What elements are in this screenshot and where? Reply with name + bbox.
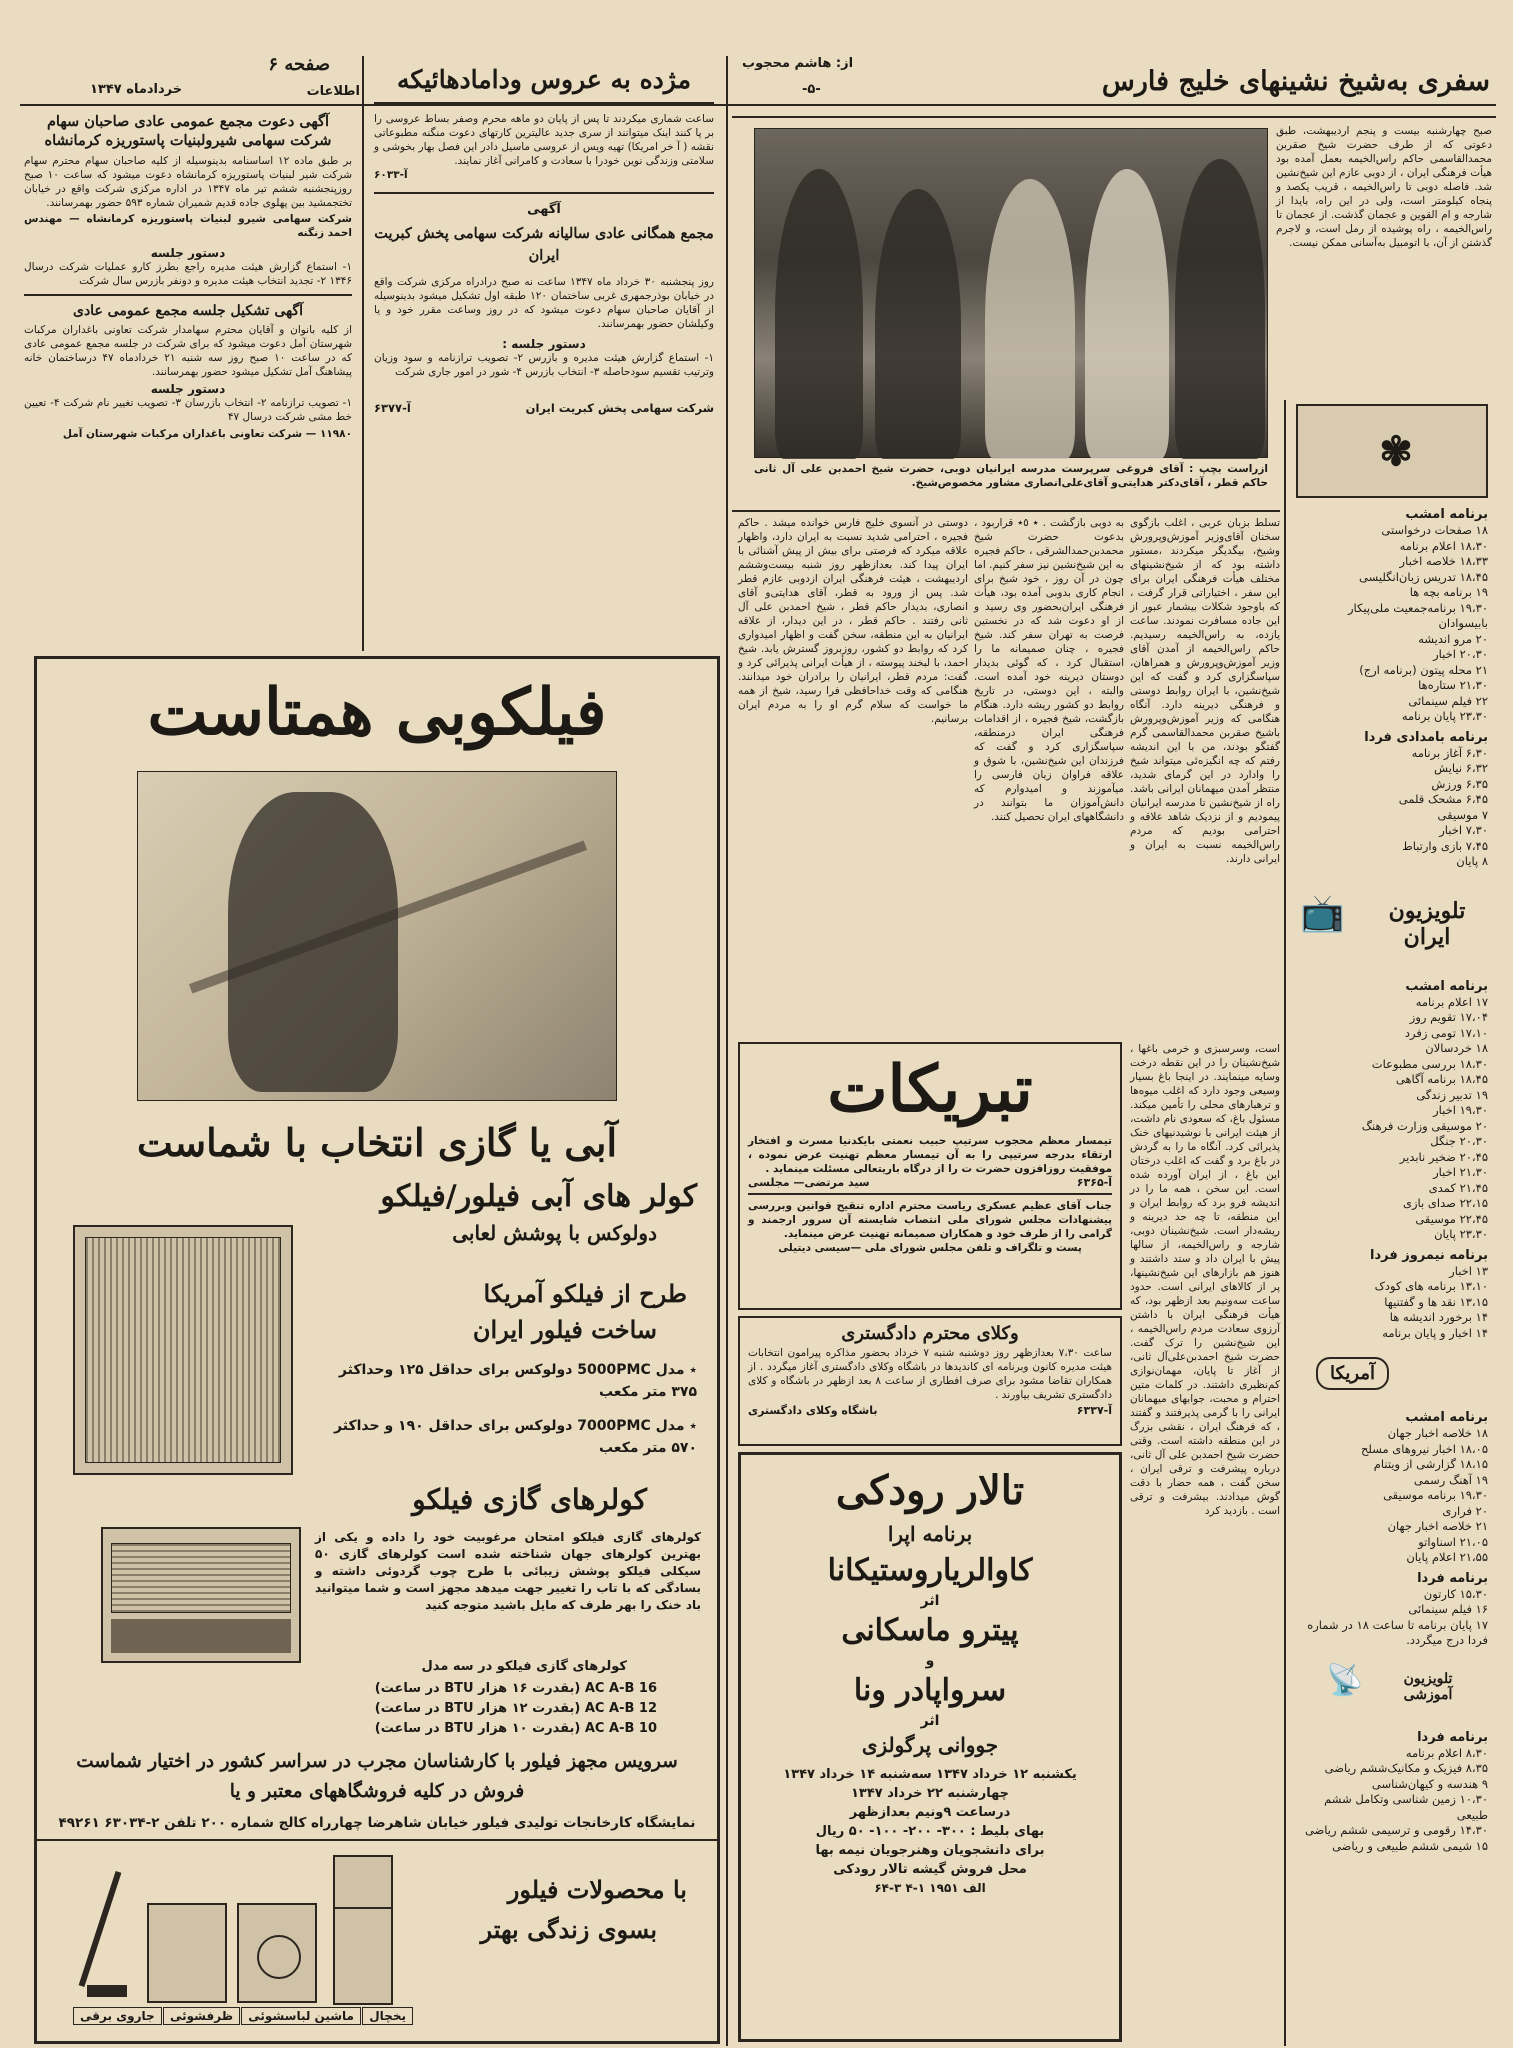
filco-body2: کولرهای گازی فیلکو امتحان مرغوبیت خود را داده و یکی از بهترین کولرهای جهان شناخته شده است کولرهای گازی ۵۰ سیکلی فیلکو پوشش زیبائی با طرح چوب گردوئی داشته و بسادگی که با تاب را تغییر جهت میدهد مجهز است و شما میتوانید باد خنک را بهر طرف که مایل باشید متوجه کنید: [315, 1530, 701, 1612]
feature-col-b: به دوبی بازگشت . ٭ ٥٭ قراربود ، بدعوت حضرت شیخ محمدبن‌حمدالشرقی ، حاکم فجیره به این شیخ‌نشین نیز سفر کنیم. اما چون در آن روز ، خود شیخ برای انجام کاری بدوبی آمده بود، هیأت فرهنگی ایران‌بحضور وی رسید و از او دعوت شد که در نخستین فرصت به تهران سفر کند. شیخ فجیره ، چنان صمیمانه ما را استقبال کرد ، که گوئی بدیدار دوستان دیرینه خود آمده است. والبته ، این دوستی، در تاریخ روابط دو کشور ریشه دارد. هنگام بازگشت، شیخ فجیره ، از اقدامات فرهنگی ایران درمنطقه، سپاسگزاری کرد و گفت که فرزندان این شیخ‌نشین، با شوق و علاقه فراوان زبان فارسی را میآموزند و امیدوارم که دانش‌آموزان ما بتوانند در دانشگاههای ایران تحصیل کنند.: [974, 517, 1125, 823]
lawyers-title: وکلای محترم دادگستری: [841, 1323, 1019, 1344]
tv-logo: 📺 تلویزیون ایران: [1300, 892, 1466, 950]
filco-model-photo: [137, 771, 617, 1101]
filco-product-label: یخچال: [362, 2007, 413, 2025]
page-date: خردادماه ۱۳۴۷: [90, 82, 183, 97]
match-agenda-body: ۱- استماع گزارش هیئت مدیره و بازرس ۲- تصویب ترازنامه و سود وزیان وترتیب تقسیم سودحاصله ۳- انتخاب بازرس ۴- شور در امور جاری شرکت: [374, 352, 714, 378]
program-item: ۱۸ خلاصه اخبار جهان: [1387, 1426, 1488, 1440]
program-item: ۱۹ برنامه بچه ها: [1409, 585, 1488, 599]
program-item: ۱۸،۴۵ تدریس زبان‌انگلیسی: [1359, 569, 1488, 584]
us-tonight-head: برنامه امشب: [1405, 1410, 1488, 1425]
feature-header: [732, 52, 1492, 116]
notice2-body: از کلیه بانوان و آقایان محترم سهامدار شرکت تعاونی باغداران مرکبات شهرستان آمل دعوت میشود که برای شرکت در جلسه مجمع عمومی عادی که در ساعت ۱۰ صبح روز سه شنبه ۲۱ خردادماه ۴۷ درساختمان خانه پیشاهنگ آمل تشکیل میشود حضور بهمرسانند.: [24, 324, 352, 378]
program-item: ۷ موسیقی: [1437, 807, 1488, 822]
ac-grille: [111, 1543, 291, 1613]
program-item: ۲۲،۴۵ موسیقی: [1415, 1211, 1488, 1226]
filco-product-labels: [73, 2007, 413, 2025]
program-item: ۱۵ شیمی ششم طبیعی و ریاضی: [1332, 1838, 1488, 1853]
program-item: ۲۲ فیلم سینمائی: [1408, 693, 1488, 708]
opera-dates: یکشنبه ۱۲ خرداد ۱۳۴۷ سه‌شنبه ۱۴ خرداد ۱۳۴۷ چهارشنبه ۲۲ خرداد ۱۳۴۷: [783, 1767, 1077, 1801]
ac-front: [111, 1619, 291, 1653]
congrats-ad: [738, 1042, 1122, 1310]
filco-tagline: آبی یا گازی انتخاب با شماست: [136, 1120, 618, 1165]
opera-ad: [738, 1452, 1122, 2042]
program-item: ۹ هندسه و کیهان‌شناسی: [1371, 1776, 1488, 1791]
program-item: ۱۹ تدبیر زندگی: [1416, 1087, 1488, 1102]
program-item: ۲۳،۳۰ پایان: [1434, 1227, 1488, 1241]
feature-photo: [754, 128, 1268, 458]
program-item: ۲۰،۳۰ جنگل: [1430, 1134, 1488, 1148]
congrats-sign: سید مرتضی— مجلسی: [748, 1176, 870, 1189]
fridge-door-line: [335, 1907, 391, 1909]
opera1-name: کاوالریاروستیکانا: [827, 1553, 1033, 1588]
filco-agency: نمایشگاه کارخانجات تولیدی فیلور خیابان شاهرضا چهارراه کالج شماره ۲۰۰ تلفن ۲-۶۳۰۳۴ ۴۹۲۶۱: [58, 1815, 696, 1831]
photo-person: [875, 189, 961, 459]
congrats-title: تبریکات: [827, 1052, 1033, 1127]
tv-tonight-list: [1296, 995, 1488, 1243]
feature-col-c: دوستی در آنسوی خلیج فارس خوانده میشد . حاکم فجیره ، احترامی شدید نسبت به ایران دارد، واظهار علاقه میکرد که فرصتی برای بیش از پیش آشنائی با ایران پیدا کند. بعدازظهر روز شنبه بیست‌وششم اردیبهشت ، هیئت فرهنگی ایران ازدوبی عازم قطر شد. پس از ورود به قطر، آقای هدایتی‌و آقای انصاری، بدیدار حاکم قطر ، شیخ احمدبن علی آل ثانی رفتند . حاکم قطر ، در این دیدار، از علاقه ایرانیان به این منطقه، سخن گفت و اظهار امیدواری کرد که روابط دو کشور، روزبروز گسترش یابد. شیخ احمد، با لبخند پیوسته ، از هیأت ایرانی پذیرائی کرد و گفت: مردم قطر، ایرانیان را برادران خود میدانند. هنگامی که وقت خداحافظی فرا رسید، شیخ از همه ما خواست که سلام گرم او را به مردم ایران برسانیم.: [738, 517, 968, 725]
opera-hall: تالار رودکی: [835, 1467, 1025, 1514]
program-item: ۱۴،۳۰ رقومی و ترسیمی ششم ریاضی: [1304, 1823, 1488, 1837]
program-item: ۲۳،۳۰ پایان برنامه: [1401, 709, 1488, 723]
program-item: ۲۱،۵۵ اعلام پایان: [1406, 1550, 1488, 1564]
program-item: ۸،۳۵ فیزیک و مکانیک‌ششم ریاضی: [1324, 1761, 1488, 1775]
opera-code: الف ۱۹۵۱ ۱-۴ ۳-۶۴: [874, 1881, 986, 1895]
filco-sales: فروش در کلیه فروشگاههای معتبر و یا: [229, 1781, 525, 1802]
program-item: ۲۱،۳۰ ستاره‌ها: [1418, 678, 1488, 692]
agenda1-title: دستور جلسه: [150, 246, 226, 260]
filco-product-label: ماشین لباسشوئی: [241, 2007, 361, 2025]
agenda2-title: دستور جلسه: [150, 382, 226, 396]
program-item: ۲۰ موسیقی وزارت فرهنگ: [1361, 1118, 1488, 1133]
program-item: ۲۱،۰۵ اسناواتو: [1418, 1534, 1488, 1549]
column-rule: [1284, 400, 1286, 2046]
program-item: ۲۱ محله پیتون (برنامه ارج): [1359, 662, 1488, 677]
masthead: [30, 52, 330, 97]
program-item: ۲۰،۳۰ اخبار: [1433, 647, 1488, 661]
program-item: ۶،۳۰ آغاز برنامه: [1411, 745, 1488, 760]
filco-service: سرویس مجهز فیلور با کارشناسان مجرب در سراسر کشور در اختیار شماست: [76, 1751, 678, 1772]
lawyers-ad: [738, 1316, 1122, 1446]
radio-logo: [1296, 404, 1488, 498]
feature-part: -۵-: [802, 82, 821, 97]
program-item: ۶،۳۵ ورزش: [1431, 776, 1488, 791]
us-tv-logo: آمریکا: [1296, 1347, 1488, 1405]
program-item: ۲۱،۳۰ اخبار: [1433, 1165, 1488, 1179]
page-number: صفحه ۶: [268, 54, 330, 75]
match-sign: شرکت سهامی پخش کبریت ایران: [525, 401, 714, 415]
program-item: ۲۰،۴۵ ضخیر نابدیر: [1399, 1149, 1488, 1164]
program-item: ۲۱،۴۵ کمدی: [1428, 1180, 1488, 1195]
antenna-icon: 📡: [1326, 1662, 1364, 1698]
notice1-title: آگهی دعوت مجمع عمومی عادی صاحبان سهام شرکت سهامی شیرولبنیات پاستوریزه کرمانشاه: [44, 113, 332, 149]
program-item: ۱۸،۴۵ برنامه آگاهی: [1395, 1072, 1488, 1086]
program-item: ۱۸ صفحات درخواستی: [1381, 523, 1488, 537]
evaporative-cooler-image: [73, 1225, 293, 1475]
program-item: ۱۷،۰۴ تقویم روز: [1409, 1010, 1488, 1024]
photo-person: [985, 179, 1075, 459]
filco-head1: کولر های آبی فیلور/فیلکو: [380, 1179, 697, 1214]
feature-headline: سفری به‌شیخ نشینهای خلیج فارس: [1101, 66, 1490, 97]
us-tomorrow-head: برنامه فردا: [1417, 1570, 1488, 1586]
fridge-image: [333, 1855, 393, 2005]
program-item: ۱۹،۳۰ اخبار: [1433, 1103, 1488, 1117]
opera1-by: اثر: [920, 1593, 940, 1609]
opera-time: درساعت ۹ونیم بعدازظهر: [849, 1805, 1011, 1820]
radio-tonight-head: برنامه امشب: [1405, 507, 1488, 522]
filco-model-list: [327, 1679, 657, 1739]
program-item: ۲۲،۱۵ صدای بازی: [1403, 1196, 1488, 1210]
dishwasher-image: [147, 1903, 227, 2003]
wedding-column: [368, 60, 720, 650]
tv-tonight-head: برنامه امشب: [1405, 978, 1488, 994]
program-item: ۲۰ فراری: [1442, 1503, 1488, 1518]
filco-product-label: جاروی برقی: [73, 2007, 162, 2025]
opera-and: و: [925, 1653, 935, 1669]
program-item: ۱۸ خردسالان: [1425, 1041, 1488, 1055]
radio-tonight-list: [1296, 523, 1488, 725]
filco-head2: کولرهای گازی فیلکو: [412, 1483, 647, 1516]
vacuum-image: [79, 1871, 122, 1987]
match-notice-body: روز پنجشنبه ۳۰ خرداد ماه ۱۳۴۷ ساعت نه صبح درادراه مرکزی شرکت واقع در خیابان بوذرجمهری غربی ساختمان ۱۲۰ طبقه اول تشکیل میشود بدینوسیله از آقایان صاحبان سهام دعوت میشود که در روز وساعت مقرر خود و یا وکیلشان حضور بهمرسانند.: [374, 276, 714, 330]
filco-spec1: ٭ مدل 5000PMC دولوکس برای حداقل ۱۲۵ وحداکثر ۳۷۵ متر مکعب: [338, 1362, 697, 1400]
caption-rule: [732, 510, 1280, 512]
radio-tomorrow-list: [1296, 746, 1488, 870]
congrats-body: تیمسار معظم محجوب سرتیپ حبیب نعمتی بایکدنیا مسرت و افتخار ارتقاء بدرجه سرتیپی را به آن تیمسار معظم تهنیت عرض نموده ، موفقیت روزافزون حضرت ت را از درگاه باریتعالی مسئلت مینماید .: [748, 1135, 1112, 1175]
feature-byline: از: هاشم محجوب: [742, 56, 854, 71]
photo-person: [1175, 159, 1265, 459]
washer-door: [257, 1935, 301, 1979]
opera-sub: برنامه اپرا: [887, 1522, 973, 1546]
filco-brand: فیلکوبی همتاست: [147, 675, 607, 750]
program-item: ۱۸،۱۵ گزارشی از ویتنام: [1373, 1457, 1488, 1471]
program-item: ۱۴ اخبار و پایان برنامه: [1382, 1325, 1488, 1340]
feature-lead-col: [1276, 124, 1492, 396]
filco-slogan1: با محصولات فیلور: [507, 1875, 687, 1904]
tv-column: [1292, 502, 1492, 2042]
opera-price: بهای بلیط : ۳۰۰- ۲۰۰- ۱۰۰- ۵۰ ریال: [815, 1824, 1045, 1839]
nowruz-head: برنامه نیمروز فردا: [1370, 1247, 1488, 1263]
opera1-composer: پیترو ماسکانی: [841, 1613, 1019, 1648]
feature-col-a: تسلط بزبان عربی ، اغلب بازگوی سخنان آقای‌وزیر آموزش‌وپرورش وشیخ، بیگدیگر میکردند ،مستور داشته بود که از شیخ‌نشینهای مختلف هیأت فرهنگی ایران برای این سفر ، اختیاراتی قرار گرفت ، که باوجود شکلات بیشمار عبور از این جاده مسافرت نمودند. ساعت یازده، به راس‌الخیمه رسیدیم. حاکم راس‌الخیمه از آمدن آقای وزیر آموزش‌وپرورش و همراهان، سپاسگزاری کرد و گفت که این شیخ‌نشین، با ایران روابط دوستی و فرهنگی دیرینه دارد. آنگاه هنگامی که وزیر آموزش‌وپرورش باشیخ صقربن محمدالقاسمی گرم گفتگو بودند، من با این اندیشه رفتم که چه انگیزه‌ئی میتواند شیخ را وادارد در این گرمای شدید، منتظر آمدن میهمانان ایرانی باشد. راه از شیخ‌نشین تا مدرسه ایرانیان پیمودیم و از نزدیک شاهد علاقه و احترامی بودیم که مردم راس‌الخیمه نسبت به ایران و ایرانی دارند.: [1130, 517, 1280, 865]
filco-spec2: ٭ مدل 7000PMC دولوکس برای حداقل ۱۹۰ و حداکثر ۵۷۰ متر مکعب: [334, 1418, 697, 1456]
us-tonight-list: [1296, 1426, 1488, 1566]
program-item: ۱۸،۰۵ اخبار نیروهای مسلح: [1360, 1441, 1488, 1456]
program-item: ۱۹ آهنگ رسمی: [1413, 1472, 1488, 1487]
program-item: ۸ پایان: [1456, 854, 1488, 868]
program-item: ۶،۳۲ نیایش: [1434, 761, 1488, 775]
program-item: ۱۹،۳۰ برنامه‌جمعیت ملی‌پیکار با‌بیسوادان: [1347, 600, 1488, 630]
filco-body3: کولرهای گازی فیلکو در سه مدل: [421, 1659, 627, 1674]
filco-sub1: دولوکس با پوشش لعابی: [452, 1221, 657, 1245]
vacuum-base: [87, 1985, 127, 1997]
photo-person: [775, 169, 863, 459]
agenda2-body: ۱- تصویب ترازنامه ۲- انتخاب بازرسان ۳- تصویب تغییر نام شرکت ۴- تعیین خط مشی شرکت درسال ۴۷: [24, 397, 352, 423]
match-notice-label: آگهی: [527, 202, 561, 217]
notice2-title: آگهی تشکیل جلسه مجمع عمومی عادی: [72, 303, 303, 319]
window-ac-image: [101, 1527, 301, 1663]
program-item: ۱۷ پایان برنامه تا ساعت ۱۸ در شماره فردا درج میگردد.: [1307, 1617, 1488, 1647]
agenda1-body: ۱- استماع گزارش هیئت مدیره راجع بطرز کارو عملیات شرکت درسال ۱۳۴۶ ۲- تجدید انتخاب هیئت مدیره و دونفر بازرس سال شرکت: [24, 261, 352, 287]
radio-tomorrow-head: برنامه بامدادی فردا: [1364, 729, 1488, 745]
nowruz-list: [1296, 1264, 1488, 1342]
program-item: ۱۸،۳۳ خلاصه اخبار: [1399, 554, 1488, 568]
filco-model-item: 10 AC A-B (بقدرت ۱۰ هزار BTU در ساعت): [374, 1721, 657, 1736]
cooler-grille: [85, 1237, 281, 1463]
photo-person: [1085, 169, 1169, 459]
program-item: ۷،۴۵ بازی وارتباط: [1402, 838, 1488, 853]
filco-made: ساخت فیلور ایران: [472, 1315, 657, 1344]
match-notice-title: مجمع همگانی عادی سالیانه شرکت سهامی پخش کبریت ایران: [374, 225, 714, 264]
filco-model-item: 16 AC A-B (بقدرت ۱۶ هزار BTU در ساعت): [374, 1681, 657, 1696]
edu-tomorrow-head: برنامه فردا: [1417, 1729, 1488, 1745]
congrats-code: آ-۶۳۶۵: [1076, 1176, 1112, 1189]
program-item: ۲۰ مرو اندیشه: [1418, 631, 1488, 646]
lawyers-sign: باشگاه وکلای دادگستری: [748, 1404, 878, 1417]
feature-col-d: است، وسرسبزی و خرمی باغها ، شیخ‌نشینان را در این نقطه درخت وسایه مینمایند. در اینجا باغ بسیار وسیعی وجود دارد که اغلب میوه‌ها و ترهبارهای محلی را تأمین میکند. مسئول باغ، که سعودی نام داشت، از هیئت ایرانی با نوشیدنیهای خنک پذیرائی کرد. آنگاه ما را به گردش در باغ برد و گفت که اغلب درختان این باغ ، از ایران آورده شده است. این سخن ، همه ما را در اندیشه فرو برد که روابط ایران و این منطقه، تا چه حد دیرینه و ریشه‌دار است. شیخ‌نشینان دوبی، شارجه و راس‌الخیمه، از سالها پیش با ایران داد و ستد داشتند و هنوز هم بازارهای این شیخ‌نشینها، پر از کالاهای ایرانی است. حدود ساعت سه‌ونیم بعد ازظهر بود، که هیأت فرهنگی ایران با داشتن آرزوی سعادت مردم راس‌الخیمه ، این شیخ‌نشین را ترک گفت. حضرت شیخ احمدبن‌علی‌آل ثانی، از آغاز تا پایان، مهمان‌نوازی کم‌نظیری داشتند. در کلمات متین احترام و محبت، جوابهای میهمانان ایرانی را با گرمی پذیرفتند و گفتند ، که فرهنگ ایران ، نقشی بزرگ در این منطقه داشته است. وقتی حضرت شیخ احمدبن علی آل ثانی، درباره پیشرفت و ترقی ایران ، سخن گفت ، همه حضار با دقت گوش میدادند. بیشرفت و ترقی است . بازدید کرد: [1130, 1043, 1280, 1517]
filco-model-item: 12 AC A-B (بقدرت ۱۲ هزار BTU در ساعت): [374, 1701, 657, 1716]
tv-set-icon: 📺: [1300, 892, 1345, 934]
opera-sales: محل فروش گیشه تالار رودکی: [833, 1862, 1027, 1877]
lawyers-body: ساعت ۷،۳۰ بعدازظهر روز دوشنبه شنبه ۷ خرداد بحضور مذاکره پیرامون انتخابات هیئت مدیره کانون وبرنامه ای کاندیدها در باشگاه وکلای دادگستری آغاز میگردد . از همکاران تقاضا مشود برای صرف افطاری از ساعت ۸ بعد ازظهر در باشگاه و کلای دادگستری تشریف بیاورند .: [748, 1347, 1112, 1401]
program-item: ۱۰،۳۰ زمین شناسی وتکامل ششم طبیعی: [1324, 1792, 1488, 1822]
wedding-headline: مژده به عروس ودامادهائیکه: [374, 62, 714, 104]
notice1-sign: شرکت سهامی شیرو لبنیات پاستوریزه کرمانشاه — مهندس احمد زنگنه: [24, 213, 352, 239]
us-tomorrow-list: [1296, 1587, 1488, 1649]
program-item: ۱۶ فیلم سینمائی: [1408, 1602, 1488, 1616]
program-item: ۱۷ اعلام برنامه: [1415, 994, 1488, 1009]
program-item: ۱۷،۱۰ تومی زفرد: [1404, 1025, 1488, 1040]
program-item: ۲۱ خلاصه اخبار جهان: [1387, 1519, 1488, 1533]
program-item: ۱۸،۳۰ بررسی مطبوعات: [1371, 1056, 1488, 1071]
program-item: ۶،۴۵ مشحک قلمی: [1398, 792, 1488, 806]
washer-image: [237, 1903, 317, 2003]
notices-column: [20, 108, 356, 653]
notice2-sign: ۱۱۹۸۰ — شرکت تعاونی باغداران مرکبات شهرستان آمل: [62, 428, 352, 440]
match-agenda-title: دستور جلسه :: [502, 337, 586, 351]
filco-divider: [37, 1839, 717, 1841]
filco-slogan2: بسوی زندگی بهتر: [480, 1915, 657, 1944]
wedding-body: ساعت شماری میکردند تا پس از پایان دو ماهه محرم وصفر بساط عروسی را بر پا کنند اینک میتوانند از سری جدید عالیترین کارتهای دعوت منگنه مطبوعاتی نقشه ( آ خر امریکا) تهیه ویس از عروسی ماسیل دادر این فصل بهار بخوشی و سلامتی وزندگی نوین خودرا با سعادت و کامرانی آغاز نمایند.: [374, 113, 714, 167]
filco-product-label: ظرفشوئی: [163, 2007, 240, 2025]
column-rule: [362, 56, 364, 651]
program-item: ۷،۳۰ اخبار: [1439, 823, 1488, 837]
wedding-code: آ-۶۰۳۳: [374, 169, 408, 181]
opera2-by: اثر: [920, 1713, 940, 1729]
feature-caption: ازراست بچپ : آقای فروغی سرپرست مدرسه ایرانیان دوبی، حضرت شیخ احمدبن علی آل ثانی حاکم قطر ، آقای‌دکتر هدایتی‌و آقای‌علی‌انصاری مشاور مخصوص‌شیخ.: [754, 463, 1268, 489]
paper-name: اطلاعات: [306, 84, 360, 99]
edu-tomorrow-list: [1296, 1746, 1488, 1855]
filco-design: طرح از فیلکو آمریکا: [483, 1279, 687, 1308]
opera2-name: سرواپادر ونا: [853, 1673, 1007, 1708]
program-item: ۱۸،۳۰ اعلام برنامه: [1399, 538, 1488, 553]
congrats-body2: جناب آقای عظیم عسکری ریاست محترم اداره تنقیح قوانین وبررسی پیشنهادات مجلس شورای ملی انتصاب شایسته آن سرور ارجمند و گرامی را از طرف خود و همکاران صمیمانه تهنیت عرض مینماید.: [748, 1200, 1112, 1240]
congrats-sign2: پست و تلگراف و تلفن مجلس شورای ملی —سیسی دیتیلی: [778, 1242, 1082, 1254]
edu-tv-logo: 📡 تلویزیون آموزشی: [1326, 1662, 1453, 1703]
congrats-divider: [748, 1193, 1112, 1195]
feature-lead: صبح چهارشنبه بیست و پنجم اردیبهشت، طبق دعوتی که از طرف حضرت شیخ صقربن محمدالقاسمی حاکم راس‌الخیمه بعمل آمده بود هیأت فرهنگی ایران ، از دوبی عازم این شیخ‌نشین شد. فاصله دوبی تا راس‌الخیمه ، قریب یکصد و پنجاه کیلومتر است، ولی در این راه، بایدا از شارجه و ام القوین و عجمان گذشت. از عجمان تا راس‌الخیمه ، راه پوشیده از رمل است، و لاجرم گذشتن از آن، با اتومبیل به‌آسانی ممکن نیست.: [1276, 125, 1492, 249]
feature-rule: [732, 116, 1496, 118]
notice1-body: بر طبق ماده ۱۲ اساسنامه بدینوسیله از کلیه صاحبان سهام محترم سهام شرکت شیر لبنیات پاستوریزه کرمانشاه دعوت میشود که ساعت ۱۰ صبح روزپنجشنبه ششم تیر ماه ۱۳۴۷ در اداره مرکزی شرکت واقع در خیابان تختجمشید بین پهلوی جاده قدیم شمیران شماره ۵۹۳ حضور بهمرسانند.: [24, 155, 353, 209]
notice-divider: [24, 294, 352, 296]
wedding-divider: [374, 192, 714, 194]
radio-emblem-icon: ✾: [1379, 427, 1413, 475]
filco-ad: [34, 656, 720, 2044]
column-rule: [726, 56, 728, 2046]
lawyers-code: آ-۶۳۳۷: [1076, 1404, 1112, 1417]
program-item: ۱۹،۳۰ برنامه موسیقی: [1383, 1488, 1488, 1502]
opera-students: برای دانشجویان وهنرجویان نیمه بها: [815, 1843, 1045, 1858]
program-item: ۱۳،۱۵ نقد ها و گفتنیها: [1384, 1294, 1488, 1309]
program-item: ۱۵،۳۰ کارتون: [1423, 1586, 1488, 1601]
match-code: آ-۶۳۷۷: [374, 401, 411, 415]
program-item: ۱۳،۱۰ برنامه های کودک: [1374, 1279, 1488, 1293]
program-item: ۱۴ برخورد اندیشه ها: [1389, 1310, 1488, 1324]
program-item: ۸،۳۰ اعلام برنامه: [1405, 1745, 1488, 1760]
opera2-composer: جووانی پرگولزی: [861, 1733, 999, 1757]
program-item: ۱۳ اخبار: [1449, 1263, 1488, 1278]
